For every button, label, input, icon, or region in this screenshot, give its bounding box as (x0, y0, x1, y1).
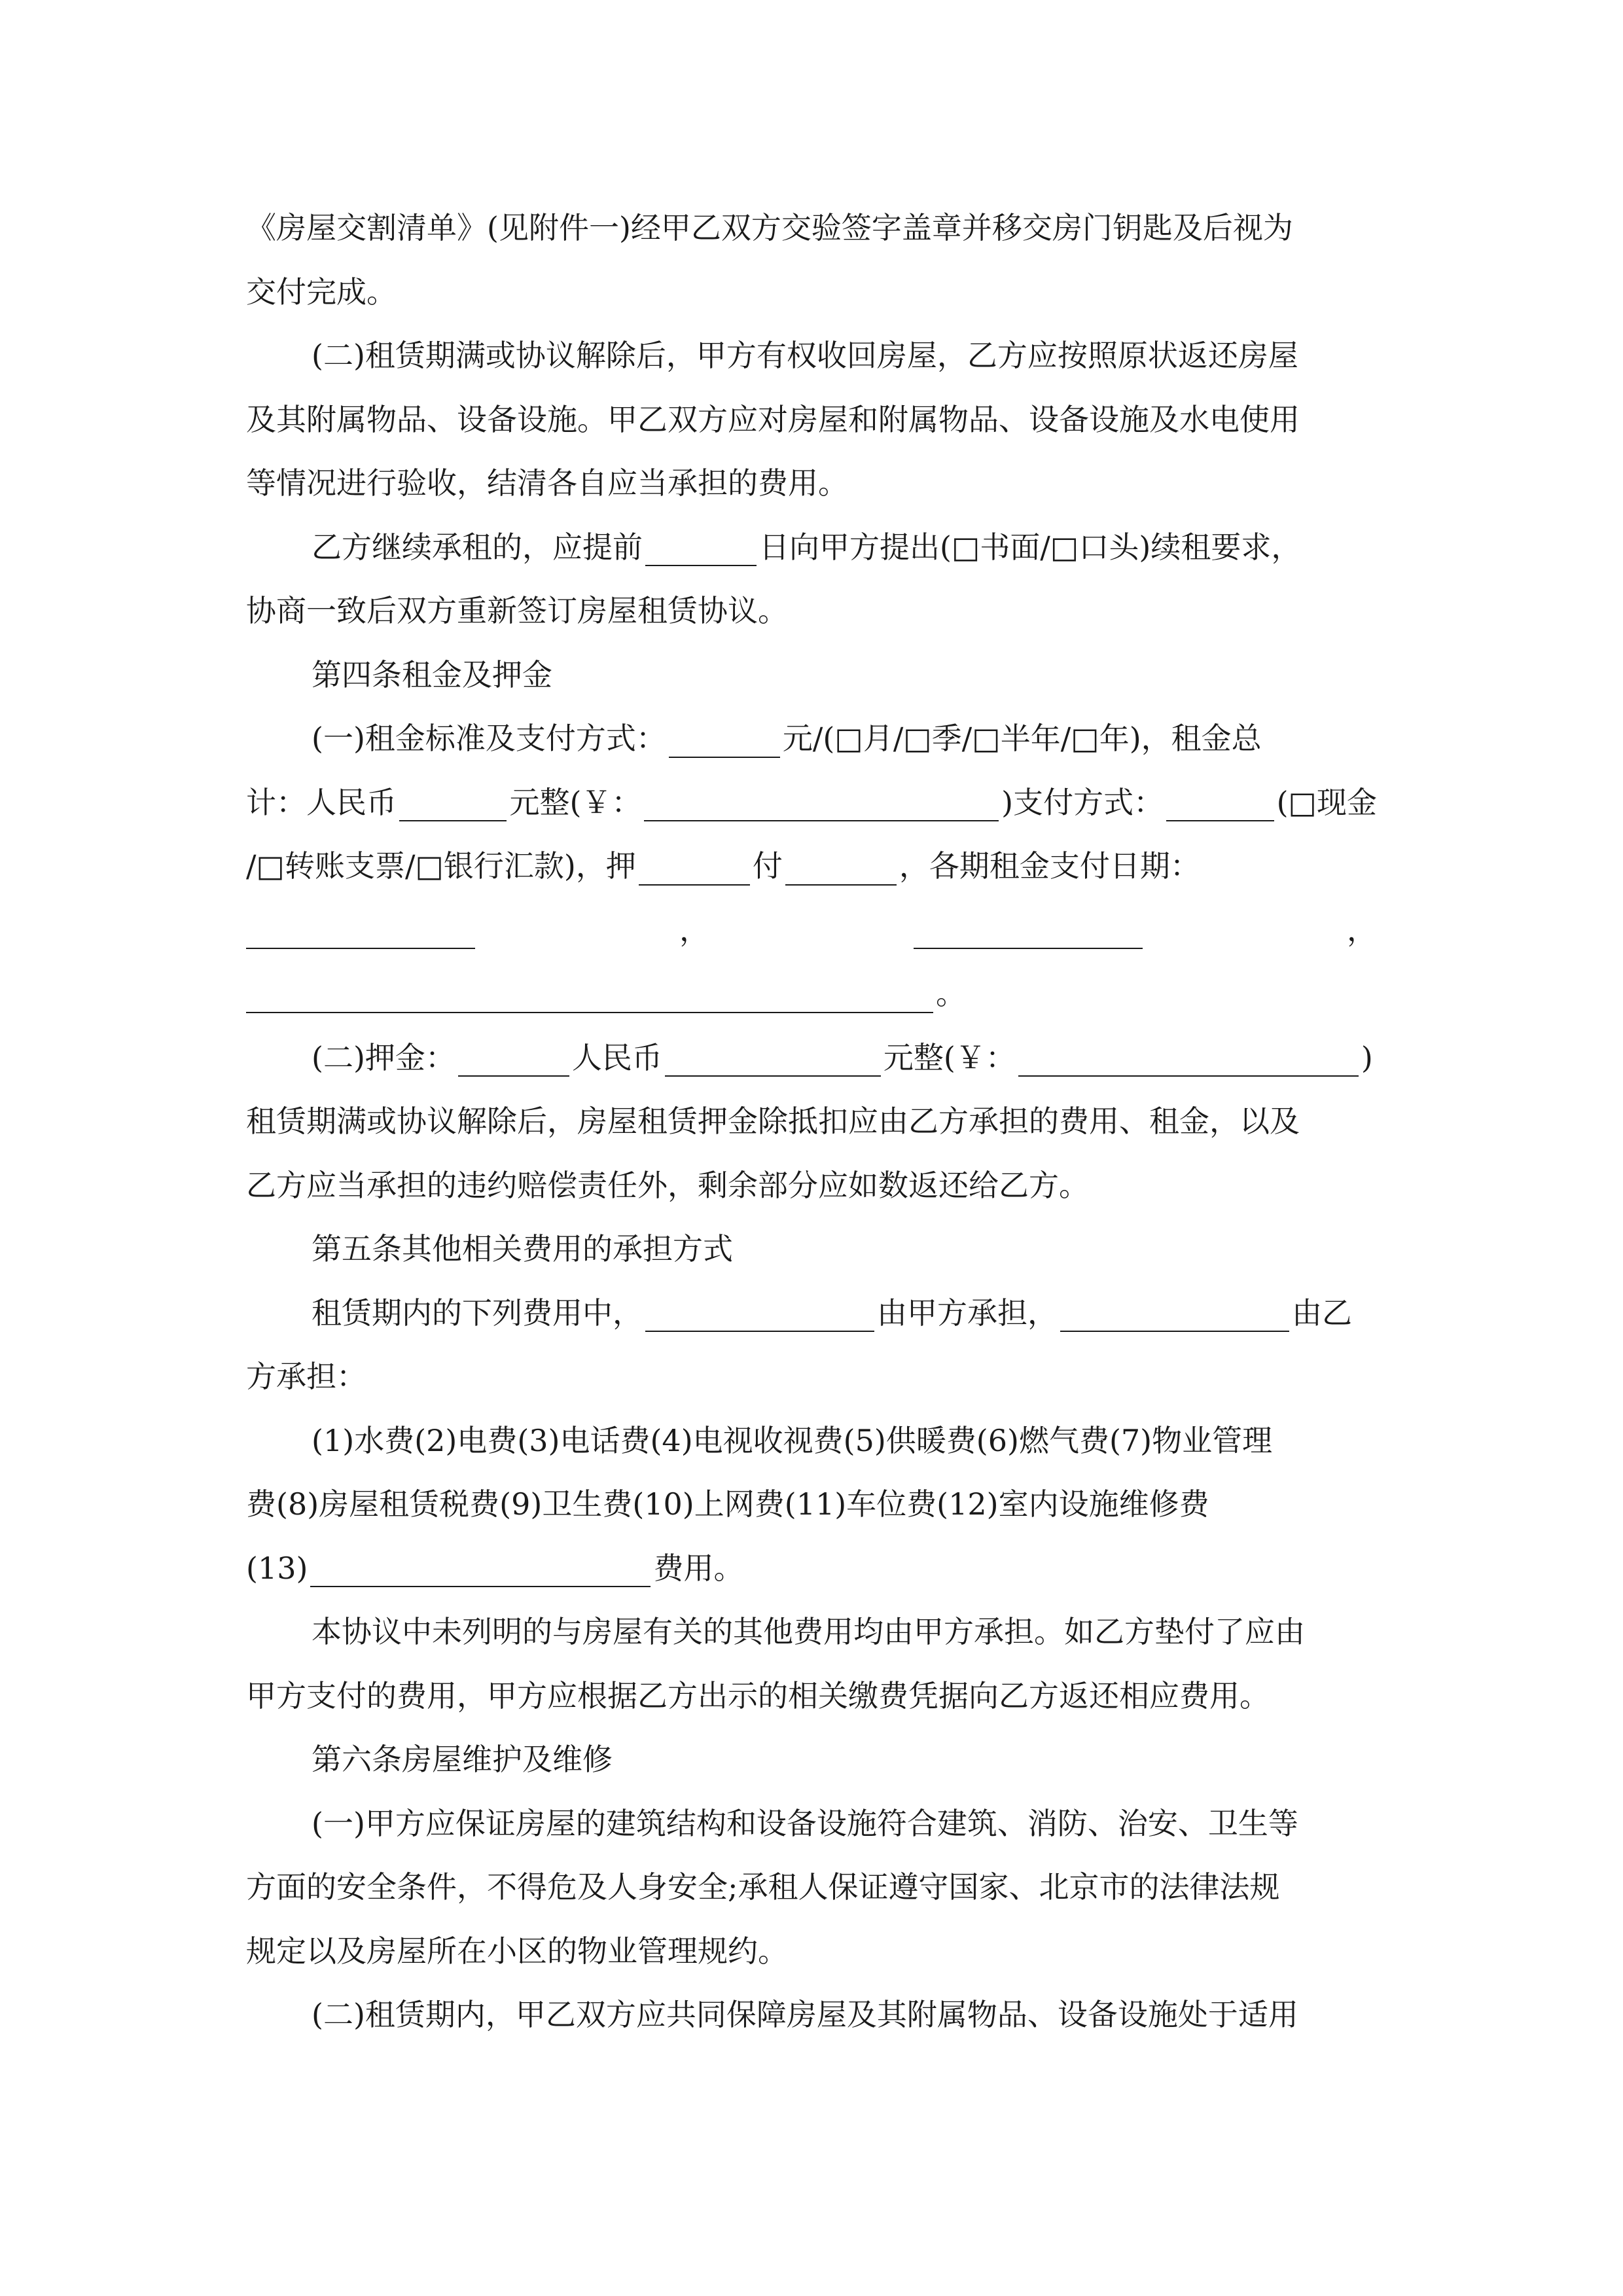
text-segment: (二)租赁期内，甲乙双方应共同保障房屋及其附属物品、设备设施处于适用 (312, 1997, 1298, 2032)
text-segment: (二)租赁期满或协议解除后，甲方有权收回房屋，乙方应按照原状返还房屋 (312, 338, 1298, 373)
text-line (246, 1792, 1377, 1856)
text-segment: 乙方继续承租的，应提前 (312, 529, 643, 565)
text-line (246, 260, 1377, 325)
text-segment: ) (1361, 1039, 1373, 1075)
document-page (246, 196, 1377, 2047)
text-segment: 。 (936, 976, 966, 1011)
section-heading (246, 1217, 1377, 1282)
fill-blank (246, 986, 933, 1013)
text-segment: 第六条房屋维护及维修 (312, 1742, 613, 1777)
fill-blank (645, 1304, 874, 1332)
text-segment: 本协议中未列明的与房屋有关的其他费用均由甲方承担。如乙方垫付了应由 (312, 1614, 1305, 1649)
text-segment: 元整(￥： (509, 784, 642, 820)
text-segment: (1)水费(2)电费(3)电话费(4)电视收视费(5)供暖费(6)燃气费(7)物业管理 (312, 1422, 1273, 1458)
text-line (246, 324, 1377, 388)
text-line (246, 707, 1377, 771)
fill-blank (669, 730, 780, 758)
text-line (246, 962, 1377, 1026)
text-segment: 第四条租金及押金 (312, 656, 552, 692)
fill-blank (914, 922, 1143, 949)
text-segment: (13) (246, 1550, 308, 1586)
text-segment: (一)租金标准及支付方式： (312, 721, 666, 756)
fill-blank (645, 539, 757, 566)
fill-blank (785, 858, 897, 886)
fill-blank (639, 858, 750, 886)
fill-blank (1060, 1304, 1289, 1332)
text-segment: 协商一致后双方重新签订房屋租赁协议。 (246, 593, 788, 628)
text-segment: 由乙 (1292, 1295, 1352, 1331)
text-segment: 规定以及房屋所在小区的物业管理规约。 (246, 1933, 788, 1969)
text-segment: 第五条其他相关费用的承担方式 (312, 1231, 733, 1266)
text-line (246, 1090, 1377, 1154)
text-segment: ， (1347, 912, 1377, 948)
fill-blank (1018, 1049, 1359, 1077)
text-line (246, 1282, 1377, 1346)
fill-blank (644, 794, 999, 821)
fill-blank (399, 794, 507, 821)
text-segment: /□转账支票/□银行汇款)，押 (246, 848, 636, 884)
text-segment: 元/(□月/□季/□半年/□年)，租金总 (782, 721, 1262, 756)
text-segment: 方面的安全条件，不得危及人身安全;承租人保证遵守国家、北京市的法律法规 (246, 1869, 1280, 1905)
text-segment: ， (679, 912, 709, 948)
text-line (246, 452, 1377, 516)
section-heading (246, 1728, 1377, 1792)
text-line (246, 1600, 1377, 1664)
text-line (246, 899, 1377, 963)
fill-blank (246, 922, 475, 949)
text-segment: 租赁期满或协议解除后，房屋租赁押金除抵扣应由乙方承担的费用、租金，以及 (246, 1103, 1300, 1139)
text-segment: 交付完成。 (246, 274, 397, 310)
text-segment: 《房屋交割清单》(见附件一)经甲乙双方交验签字盖章并移交房门钥匙及后视为 (246, 210, 1293, 245)
text-line (246, 1537, 1377, 1601)
text-segment: (一)甲方应保证房屋的建筑结构和设备设施符合建筑、消防、治安、卫生等 (312, 1805, 1298, 1841)
text-line (246, 196, 1377, 260)
fill-blank (458, 1049, 569, 1077)
text-segment: 计：人民币 (246, 784, 397, 820)
fill-blank (665, 1049, 881, 1077)
text-segment: 元整(￥： (883, 1039, 1016, 1075)
fill-blank (310, 1560, 651, 1587)
text-segment: 费用。 (653, 1550, 744, 1586)
fill-blank (1166, 794, 1274, 821)
text-segment: (二)押金： (312, 1039, 455, 1075)
text-segment: 及其附属物品、设备设施。甲乙双方应对房屋和附属物品、设备设施及水电使用 (246, 401, 1300, 437)
text-segment: 等情况进行验收，结清各自应当承担的费用。 (246, 465, 848, 501)
text-line (246, 388, 1377, 452)
text-line (246, 516, 1377, 580)
text-segment: 方承担： (246, 1359, 366, 1394)
text-line (246, 1409, 1377, 1473)
text-segment: 日向甲方提出(□书面/□口头)续租要求， (759, 529, 1302, 565)
text-line (246, 579, 1377, 643)
text-segment: 租赁期内的下列费用中， (312, 1295, 643, 1331)
text-segment: 乙方应当承担的违约赔偿责任外，剩余部分应如数返还给乙方。 (246, 1167, 1089, 1203)
text-line (246, 771, 1377, 835)
section-heading (246, 643, 1377, 708)
text-line (246, 1856, 1377, 1920)
text-segment: 人民币 (571, 1039, 662, 1075)
text-segment: (□现金 (1276, 784, 1377, 820)
text-line (246, 1983, 1377, 2047)
text-segment: 费(8)房屋租赁税费(9)卫生费(10)上网费(11)车位费(12)室内设施维修费 (246, 1486, 1209, 1522)
text-line (246, 1473, 1377, 1537)
text-segment: )支付方式： (1001, 784, 1164, 820)
text-segment: 付 (752, 848, 783, 884)
text-line (246, 1345, 1377, 1409)
text-line (246, 1664, 1377, 1729)
text-line (246, 1920, 1377, 1984)
text-segment: ，各期租金支付日期： (899, 848, 1200, 884)
text-segment: 甲方支付的费用，甲方应根据乙方出示的相关缴费凭据向乙方返还相应费用。 (246, 1677, 1270, 1713)
text-line (246, 1026, 1377, 1090)
text-line (246, 834, 1377, 899)
text-segment: 由甲方承担， (877, 1295, 1058, 1331)
text-line (246, 1154, 1377, 1218)
